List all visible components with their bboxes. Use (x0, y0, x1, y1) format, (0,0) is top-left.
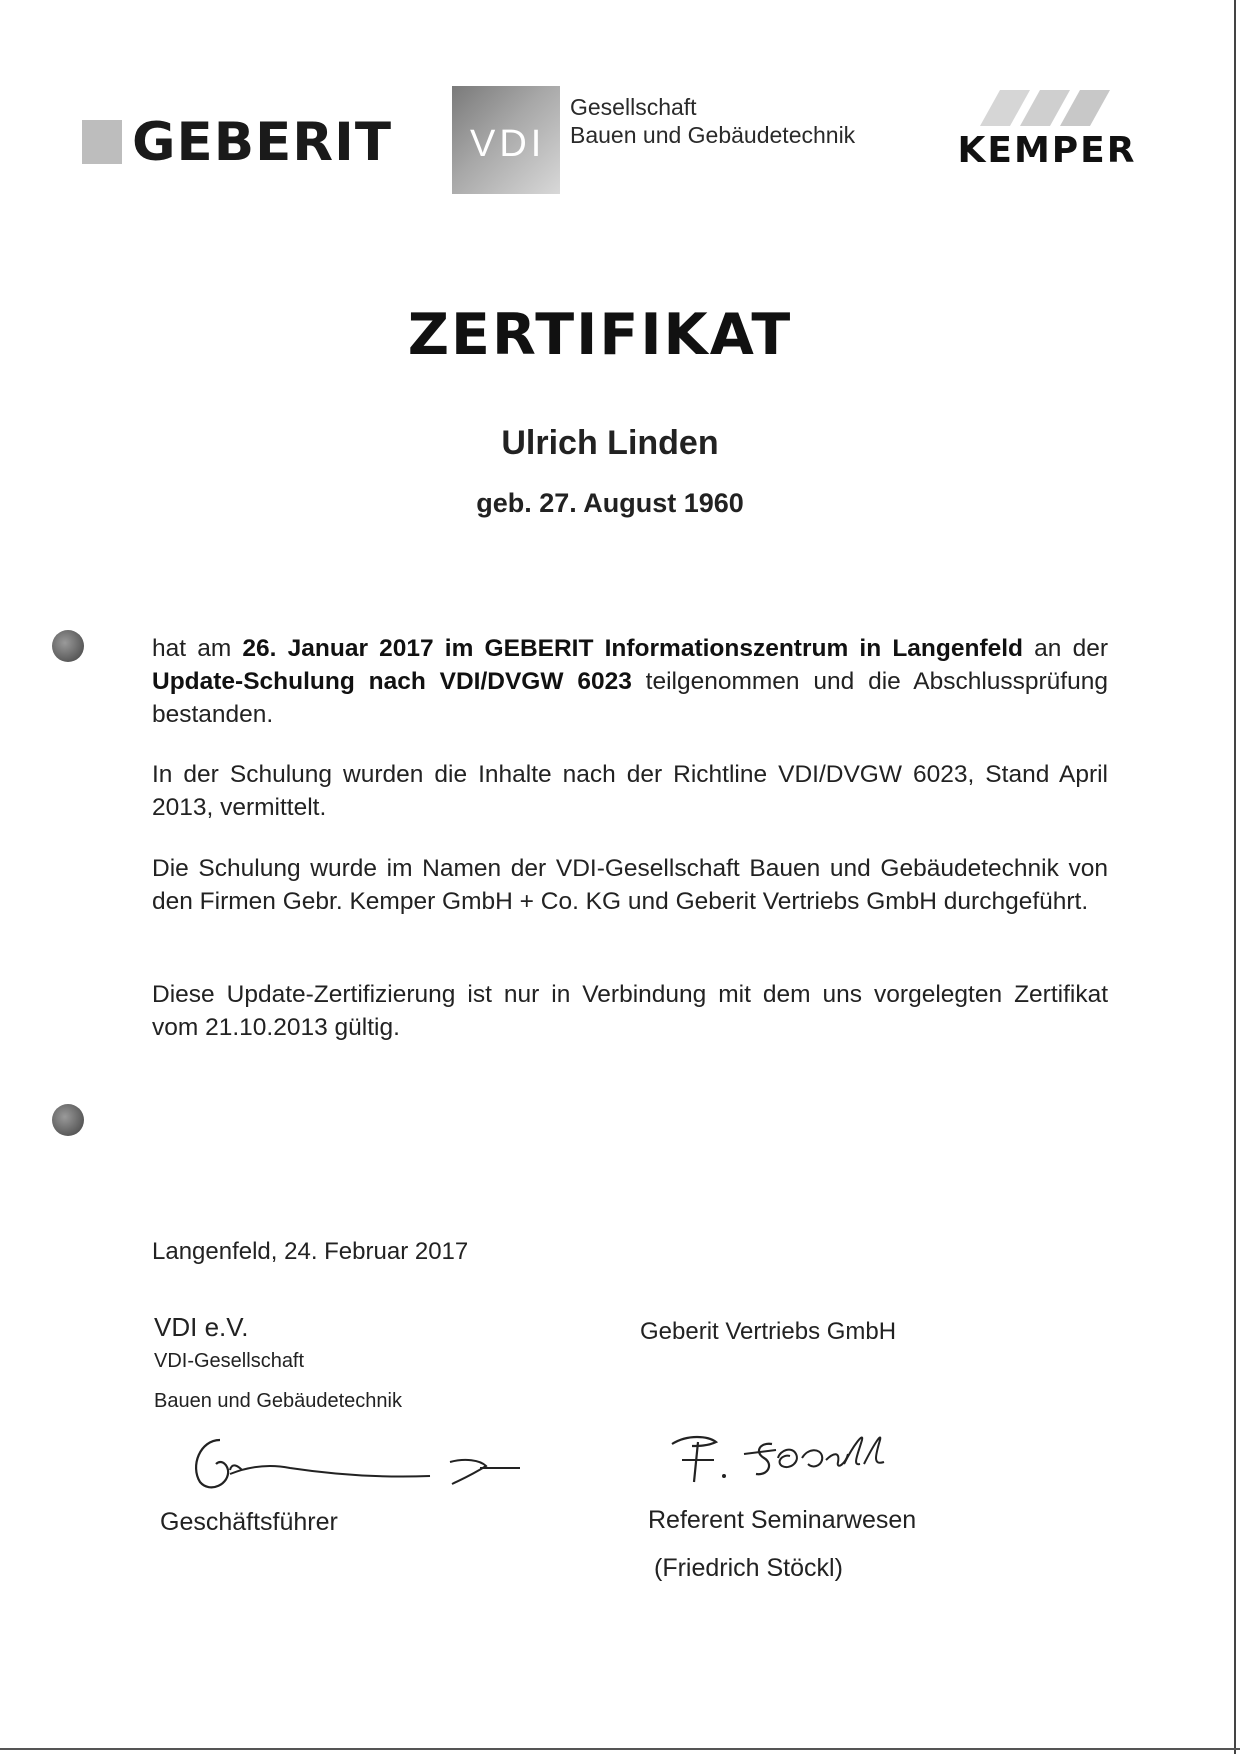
geberit-signature-org: Geberit Vertriebs GmbH (640, 1318, 897, 1345)
geberit-signature-name: (Friedrich Stöckl) (654, 1554, 843, 1582)
geberit-signature-role: Referent Seminarwesen (648, 1506, 917, 1534)
vdi-signature-sub1: VDI-Gesellschaft (154, 1350, 305, 1372)
place-date: Langenfeld, 24. Februar 2017 (152, 1238, 469, 1265)
geberit-logo-square (82, 120, 122, 164)
punch-hole-top (52, 630, 84, 662)
vdi-signature-icon (180, 1426, 530, 1496)
certificate-title: ZERTIFIKAT (407, 302, 793, 368)
vdi-signature-role: Geschäftsführer (160, 1508, 338, 1536)
vdi-logo-line1: Gesellschaft (570, 94, 697, 120)
recipient-birth-date: geb. 27. August 1960 (476, 488, 744, 518)
paragraph-content: In der Schulung wurden die Inhalte nach der Richtline VDI/DVGW 6023, Stand April 2013, vermittelt. (152, 761, 1108, 821)
vdi-signature-sub2: Bauen und Gebäudetechnik (154, 1390, 402, 1412)
training-date-location: 26. Januar 2017 im GEBERIT Informationszentrum in Langenfeld (242, 635, 1024, 662)
geberit-logo-text: GEBERIT (132, 111, 392, 173)
paragraph-participation: hat am 26. Januar 2017 im GEBERIT Informationszentrum in Langenfeld an der Update-Schulung nach VDI/DVGW 6023 teilgenommen und die Abschlussprüfung bestanden. (152, 635, 1108, 728)
vdi-signature-org: VDI e.V. (154, 1312, 249, 1342)
geberit-signature-icon (668, 1424, 898, 1494)
vdi-logo-mark (452, 86, 560, 194)
kemper-logo-text: KEMPER (957, 130, 1137, 171)
paragraph-validity: Diese Update-Zertifizierung ist nur in Verbindung mit dem uns vorgelegten Zertifikat vom 21.10.2013 gültig. (152, 981, 1108, 1041)
scan-edge-bottom (0, 1748, 1240, 1750)
geberit-logo (82, 112, 392, 172)
vdi-logo (452, 86, 855, 194)
vdi-logo-letters: VDI (470, 123, 546, 165)
vdi-logo-text (570, 86, 855, 194)
vdi-logo-line2: Bauen und Gebäudetechnik (570, 122, 856, 148)
kemper-logo (922, 90, 1172, 170)
scan-edge-right (1234, 0, 1236, 1754)
training-name: Update-Schulung nach VDI/DVGW 6023 (152, 668, 632, 695)
paragraph-organizers: Die Schulung wurde im Namen der VDI-Gesellschaft Bauen und Gebäudetechnik von den Firmen Gebr. Kemper GmbH + Co. KG und Geberit Vertriebs GmbH durchgeführt. (152, 855, 1108, 915)
punch-hole-bottom (52, 1104, 84, 1136)
kemper-stripes-icon (972, 90, 1122, 128)
recipient-name: Ulrich Linden (501, 424, 719, 462)
